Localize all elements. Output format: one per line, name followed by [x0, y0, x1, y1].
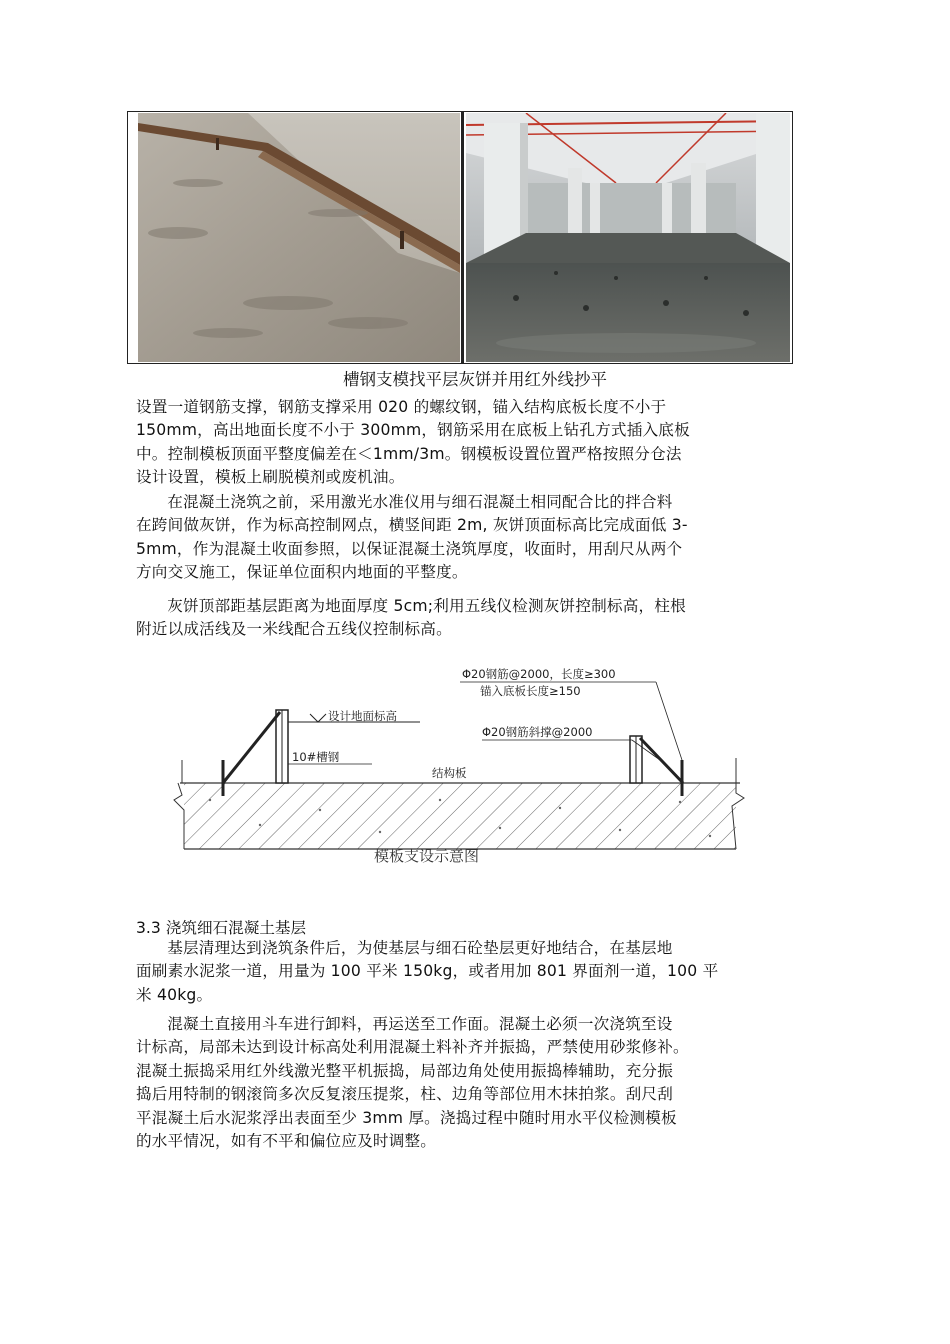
section-heading: 3.3 浇筑细石混凝土基层	[136, 919, 307, 937]
text-line: 中。控制模板顶面平整度偏差在＜1mm/3m。钢模板设置位置严格按照分仓法	[136, 444, 682, 463]
text-line: 5mm，作为混凝土收面参照，以保证混凝土浇筑厚度，收面时，用刮尺从两个	[136, 539, 683, 558]
text-line: 混凝土振捣采用红外线激光整平机振捣，局部边角处使用振捣棒辅助，充分振	[136, 1061, 673, 1080]
label-brace-spec: Φ20钢筋斜撑@2000	[482, 725, 593, 739]
label-anchor-length: 锚入底板长度≥150	[480, 684, 581, 698]
structural-slab	[184, 783, 736, 849]
section2-paragraph-1	[136, 937, 796, 1007]
text-line: 基层清理达到浇筑条件后，为使基层与细石砼垫层更好地结合，在基层地	[167, 939, 673, 957]
label-structural-slab: 结构板	[432, 766, 467, 780]
figure-caption: 槽钢支模找平层灰饼并用红外线抄平	[343, 370, 607, 389]
photo-divider	[461, 111, 464, 364]
text-line: 混凝土直接用斗车进行卸料，再运送至工作面。混凝土必须一次浇筑至设	[167, 1015, 673, 1033]
channel-steel-formwork-photo	[138, 113, 460, 362]
text-line: 平混凝土后水泥浆浮出表面至少 3mm 厚。浇捣过程中随时用水平仪检测模板	[136, 1108, 677, 1127]
text-line: 设置一道钢筋支撑，钢筋支撑采用 020 的螺纹钢，锚入结构底板长度不小于	[136, 398, 667, 416]
text-line: 设计设置，模板上刷脱模剂或废机油。	[136, 468, 405, 487]
label-design-elevation: 设计地面标高	[328, 709, 397, 723]
section1-paragraph-1	[136, 396, 796, 490]
label-rebar-spec: Φ20钢筋@2000，长度≥300	[462, 667, 616, 681]
text-line: 附近以成活线及一米线配合五线仪控制标高。	[136, 620, 452, 639]
formwork-diagram	[170, 660, 750, 875]
section1-paragraph-2	[136, 491, 796, 585]
section1-paragraph-3	[136, 595, 796, 642]
label-channel-steel: 10#槽钢	[292, 750, 340, 764]
text-line: 灰饼顶部距基层距离为地面厚度 5cm;利用五线仪检测灰饼控制标高，柱根	[167, 597, 686, 615]
text-line: 在混凝土浇筑之前，采用激光水准仪用与细石混凝土相同配合比的拌合料	[167, 493, 673, 511]
text-line: 的水平情况，如有不平和偏位应及时调整。	[136, 1132, 437, 1151]
text-line: 方向交叉施工，保证单位面积内地面的平整度。	[136, 563, 468, 582]
section2-paragraph-2	[136, 1013, 796, 1153]
text-line: 计标高，局部未达到设计标高处利用混凝土料补齐并振捣，严禁使用砂浆修补。	[136, 1038, 689, 1057]
infrared-line-leveling-photo	[466, 113, 790, 362]
diagram-title: 模板支设示意图	[374, 847, 480, 865]
text-line: 150mm，高出地面长度不小于 300mm，钢筋采用在底板上钻孔方式插入底板	[136, 421, 690, 440]
text-line: 面刷素水泥浆一道，用量为 100 平米 150kg，或者用加 801 界面剂一道，100 平	[136, 962, 719, 981]
text-line: 在跨间做灰饼，作为标高控制网点，横竖间距 2m, 灰饼顶面标高比完成面低 3-	[136, 516, 688, 535]
text-line: 米 40kg。	[136, 985, 213, 1004]
text-line: 捣后用特制的钢滚筒多次反复滚压提浆，柱、边角等部位用木抹拍浆。刮尺刮	[136, 1085, 673, 1104]
